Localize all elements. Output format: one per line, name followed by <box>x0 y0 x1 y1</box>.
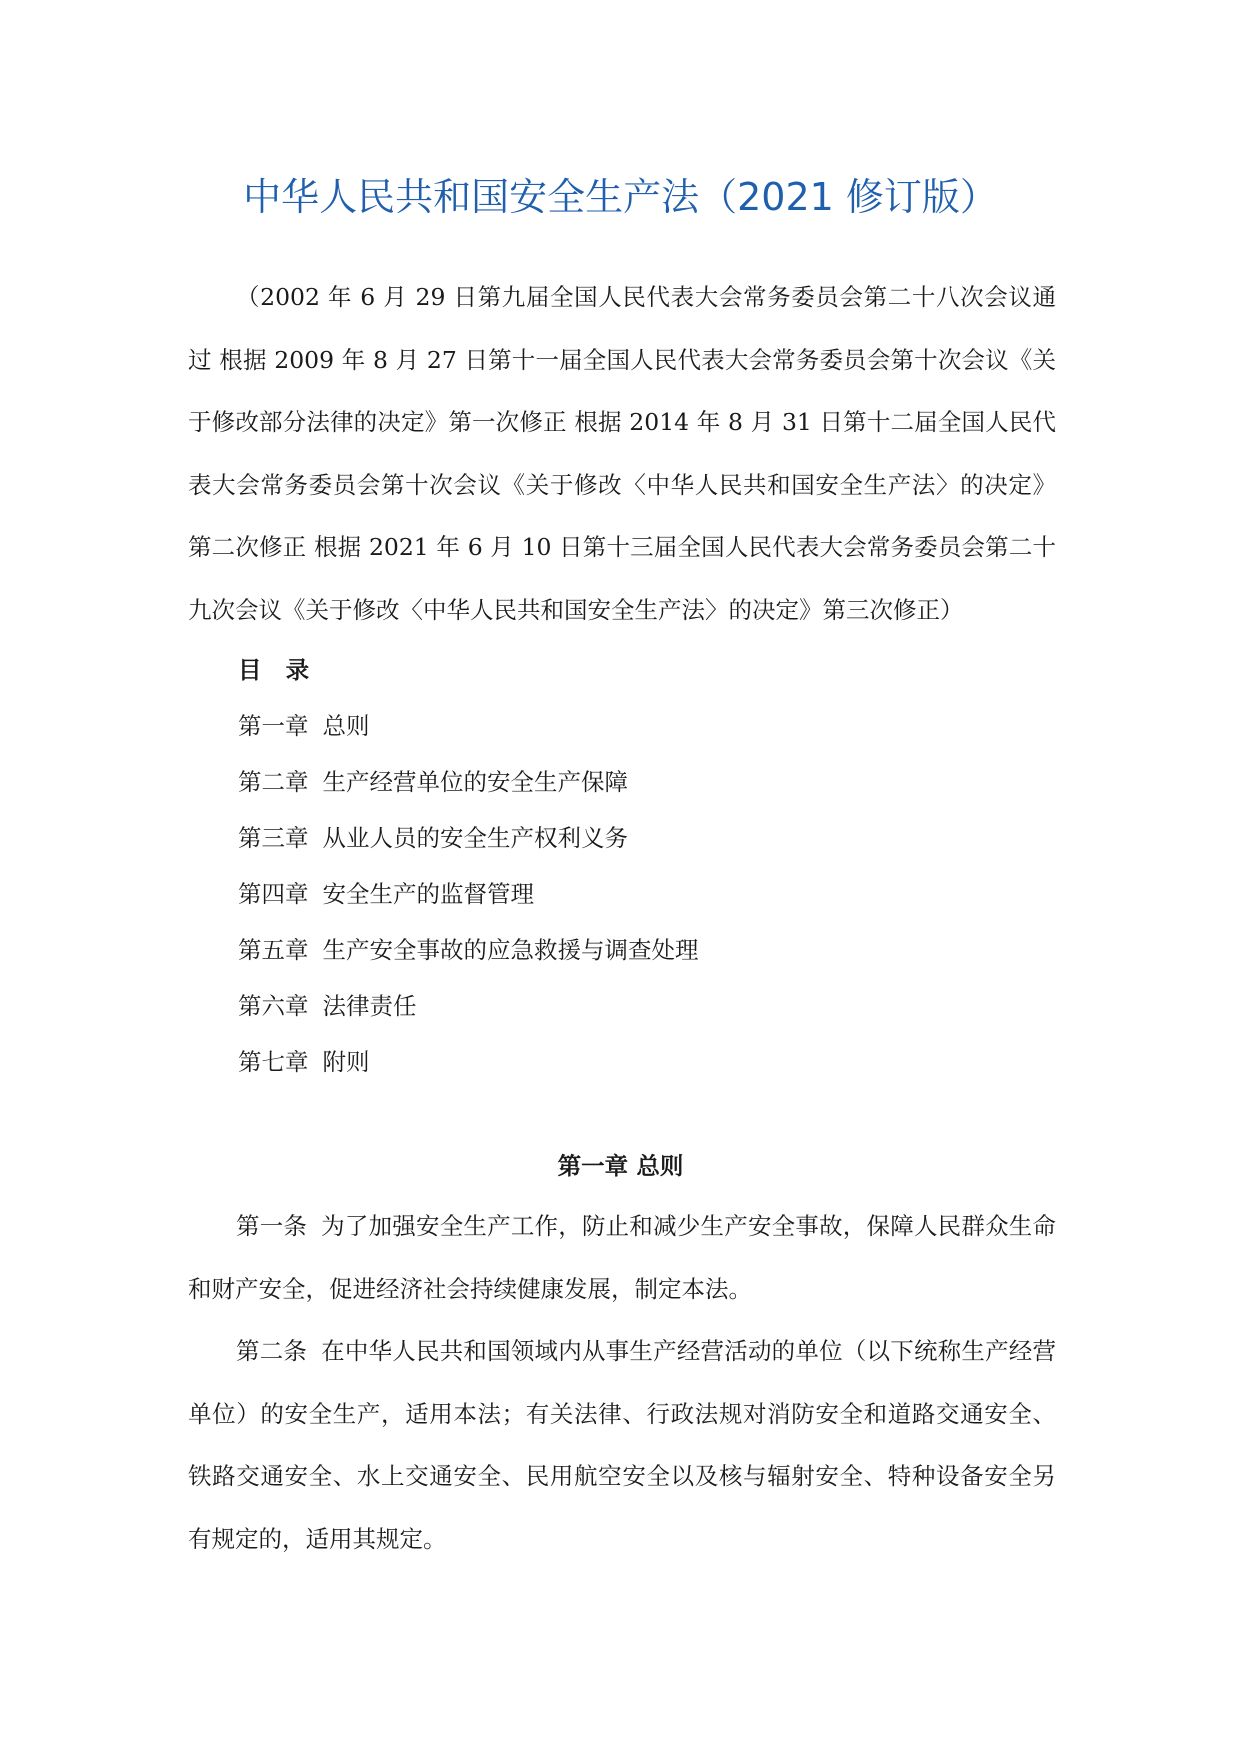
toc-item-number: 第二章 <box>238 768 309 796</box>
toc-item-number: 第三章 <box>238 824 309 852</box>
toc-item-title: 安全生产的监督管理 <box>322 880 534 908</box>
toc-item[interactable] <box>238 1042 370 1082</box>
toc-item-title: 生产安全事故的应急救援与调查处理 <box>322 936 699 964</box>
toc-item-number: 第一章 <box>238 712 309 740</box>
document-title: 中华人民共和国安全生产法（2021 修订版） <box>243 175 998 219</box>
article-paragraph <box>188 1195 1056 1320</box>
article-paragraph <box>188 1320 1056 1570</box>
article-text: 为了加强安全生产工作，防止和减少生产安全事故，保障人民群众生命和财产安全，促进经济社会持续健康发展，制定本法。 <box>188 1212 1057 1303</box>
toc-heading: 目 录 <box>238 656 318 684</box>
toc-item[interactable] <box>238 930 699 970</box>
toc-item-title: 生产经营单位的安全生产保障 <box>322 768 628 796</box>
toc-item-title: 附则 <box>322 1048 370 1076</box>
toc-item[interactable] <box>238 818 628 858</box>
toc-item[interactable] <box>238 762 628 802</box>
toc-item-number: 第六章 <box>238 992 309 1020</box>
toc-item-number: 第四章 <box>238 880 309 908</box>
preamble-paragraph: （2002 年 6 月 29 日第九届全国人民代表大会常务委员会第二十八次会议通过 根据 2009 年 8 月 27 日第十一届全国人民代表大会常务委员会第十次会议《关于修改部分法律的决定》第一次修正 根据 2014 年 8 月 31 日第十二届全国人民代表大会常务委员会第十次会议《关于修改〈中华人民共和国安全生产法〉的决定》第二次修正 根据 2021 年 6 月 10 日第十三届全国人民代表大会常务委员会第二十九次会议《关于修改〈中华人民共和国安全生产法〉的决定》第三次修正） <box>188 283 1056 624</box>
article-label: 第二条 <box>236 1337 308 1365</box>
toc-item[interactable] <box>238 986 417 1026</box>
toc-item-title: 总则 <box>322 712 370 740</box>
article-text: 在中华人民共和国领域内从事生产经营活动的单位（以下统称生产经营单位）的安全生产，适用本法；有关法律、行政法规对消防安全和道路交通安全、铁路交通安全、水上交通安全、民用航空安全以及核与辐射安全、特种设备安全另有规定的，适用其规定。 <box>188 1337 1057 1553</box>
toc-item-title: 从业人员的安全生产权利义务 <box>322 824 628 852</box>
article-label: 第一条 <box>236 1212 308 1240</box>
toc-item[interactable] <box>238 874 534 914</box>
toc-item-title: 法律责任 <box>322 992 417 1020</box>
toc-item-number: 第七章 <box>238 1048 309 1076</box>
toc-item-number: 第五章 <box>238 936 309 964</box>
chapter-heading: 第一章 总则 <box>557 1152 684 1180</box>
toc-item[interactable] <box>238 706 370 746</box>
